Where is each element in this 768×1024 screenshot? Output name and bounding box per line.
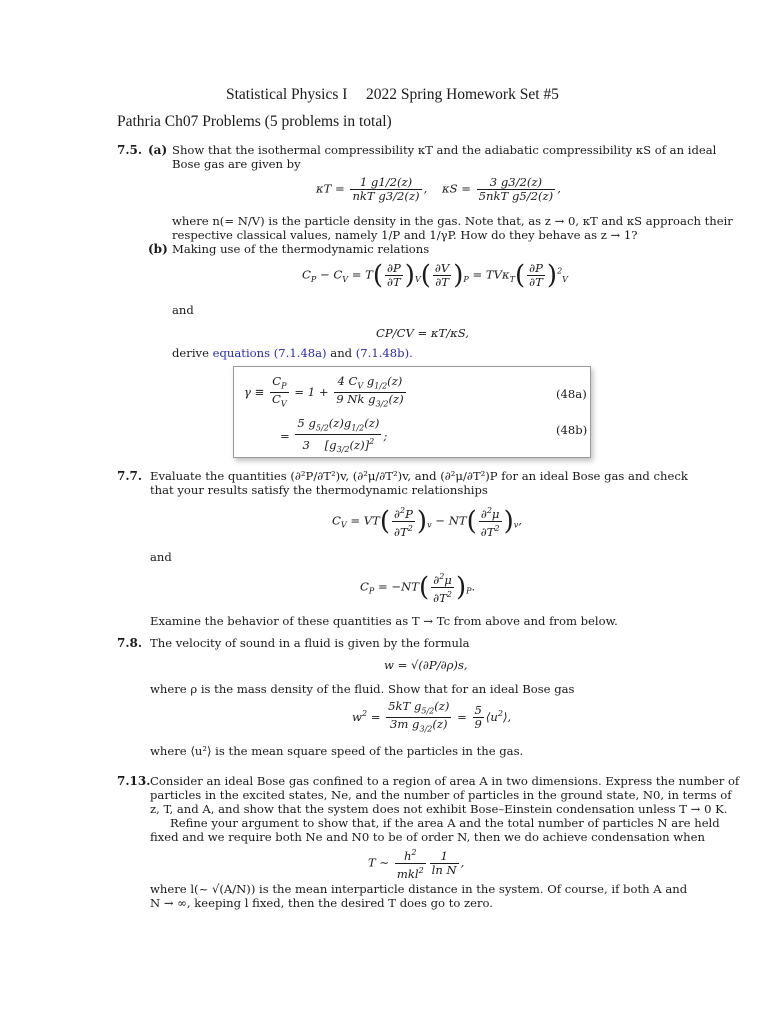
problem-text: Consider an ideal Bose gas confined to a region of area A in two dimensions. Express the number of xyxy=(150,774,740,788)
problem-number: 7.8. xyxy=(117,636,143,650)
equation-gamma-alt: = $\frac{5 g_{5/2}(z)g_{1/2}(z)}{3 [g_{3/2}(z)]^2}$ ; xyxy=(280,416,388,455)
equation-link-48b[interactable]: (7.1.48b). xyxy=(355,346,413,360)
problem-text: Refine your argument to show that, if the area A and the total number of particles N are held xyxy=(170,816,720,830)
equation-cp-cv: $C_P - C_V = T$( $\frac{\partial P}{\partial T}$ )$_V$( $\frac{\partial V}{\partial T}$ )$_P = TV\kappa_T$( $\frac{\partial P}{\partial T}$ )$^2_V$ xyxy=(302,260,568,291)
problem-text: Making use of the thermodynamic relations xyxy=(172,242,430,256)
numerator: 1 g1/2(z) xyxy=(350,176,421,190)
and-text: and xyxy=(172,303,194,317)
subtitle: Pathria Ch07 Problems (5 problems in total) xyxy=(117,113,392,130)
equation-gamma: γ ≡ $\frac{C_P}{C_V}$ = 1 + $\frac{4 C_V g_{1/2}(z)}{9 Nk g_{3/2}(z)}$ xyxy=(244,374,404,409)
problem-text: Examine the behavior of these quantities as T → Tc from above and from below. xyxy=(150,614,618,628)
problem-text: The velocity of sound in a fluid is given by the formula xyxy=(150,636,470,650)
part-label: (b) xyxy=(148,242,168,256)
problem-text: N → ∞, keeping l fixed, then the desired T does go to zero. xyxy=(150,896,493,910)
problem-text: fixed and we require both Ne and N0 to be of order N, then we do achieve condensation when xyxy=(150,830,705,844)
equation-ratio: CP/CV = κT/κS, xyxy=(376,326,469,340)
part-label: (a) xyxy=(148,143,168,157)
equation-cv: $C_V = VT$( $\frac{\partial^2P}{\partial T^2}$ )$_v - NT$( $\frac{\partial^2\mu}{\partial T^2}$ )$_v$, xyxy=(332,506,522,539)
problem-text: particles in the excited states, Ne, and the number of particles in the ground state, N0, in terms of xyxy=(150,788,732,802)
problem-number: 7.5. xyxy=(117,143,143,157)
equation-sound-velocity: w = √(∂P/∂ρ)s, xyxy=(384,658,468,672)
problem-text: where ρ is the mass density of the fluid. Show that for an ideal Bose gas xyxy=(150,682,575,696)
denominator: 5nkT g5/2(z) xyxy=(478,189,554,203)
eq-text: κS = xyxy=(442,181,471,196)
derive-text: derive xyxy=(172,346,209,360)
denominator: nkT g3/2(z) xyxy=(352,189,420,203)
fraction xyxy=(477,176,556,203)
equation-link-48a[interactable]: equations (7.1.48a) xyxy=(212,346,327,360)
problem-text: respective classical values, namely 1/P and 1/γP. How do they behave as z → 1? xyxy=(172,228,638,242)
numerator: 3 g3/2(z) xyxy=(477,176,556,190)
course-title: Statistical Physics I xyxy=(226,86,348,103)
equation-kappa: κT = $\frac{1 g1/2(z)}{\text{nkT g3/2(z)}}$ , κS = $\frac{3 g3/2(z)}{\text{5nkT g5/2(z)}}$ , xyxy=(316,175,561,203)
and-text: and xyxy=(150,550,172,564)
problem-text: where ⟨u²⟩ is the mean square speed of the particles in the gas. xyxy=(150,744,524,758)
problem-number: 7.13. xyxy=(117,774,151,788)
problem-text: Evaluate the quantities (∂²P/∂T²)v, (∂²μ/∂T²)v, and (∂²μ/∂T²)P for an ideal Bose gas and check xyxy=(150,469,688,483)
equation-cp: $C_P = -NT$( $\frac{\partial^2\mu}{\partial T^2}$ )$_P$. xyxy=(360,572,476,605)
equation-u2: $w^2$ = $\frac{5kT g_{5/2}(z)}{3m g_{3/2}(z)}$ = $\frac{5}{9}$ $⟨u^2⟩$, xyxy=(352,699,512,734)
problem-text: that your results satisfy the thermodynamic relationships xyxy=(150,483,488,497)
boxed-equations xyxy=(233,366,591,458)
problem-text: where n(= N/V) is the particle density in the gas. Note that, as z → 0, κT and κS approach their xyxy=(172,214,733,228)
problem-number: 7.7. xyxy=(117,469,143,483)
equation-tag-48b: (48b) xyxy=(556,423,588,437)
problem-text: z, T, and A, and show that the system does not exhibit Bose–Einstein condensation unless T → 0 K. xyxy=(150,802,728,816)
derive-line xyxy=(172,346,413,360)
problem-text: Bose gas are given by xyxy=(172,157,301,171)
fraction xyxy=(350,176,421,203)
eq-text: κT = xyxy=(316,181,345,196)
equation-tag-48a: (48a) xyxy=(556,387,587,401)
derive-text: and xyxy=(330,346,353,360)
homework-set-title: 2022 Spring Homework Set #5 xyxy=(366,86,559,103)
problem-text: where l(~ √(A/N)) is the mean interparticle distance in the system. Of course, if both A and xyxy=(150,882,688,896)
problem-text: Show that the isothermal compressibility κT and the adiabatic compressibility κS of an ideal xyxy=(172,143,717,157)
equation-temperature: T ∼ $\frac{h^2}{mkl^2}$ $\frac{1}{\text{ln N}}$ , xyxy=(368,848,465,881)
